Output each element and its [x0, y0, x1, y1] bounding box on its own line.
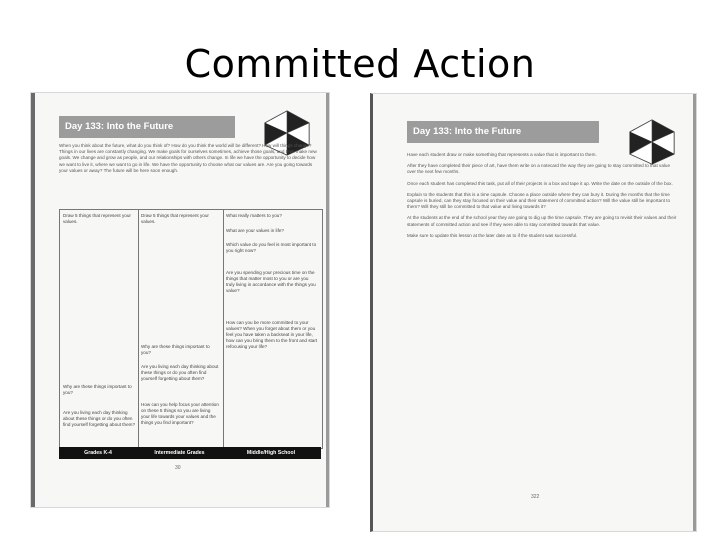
column-question: How can you help focus your attention on these 5 things so you are living your life towards your values and the things you find important?	[141, 402, 219, 425]
column-question: Which value do you feel is most important to you right now?	[226, 242, 317, 253]
column-question: Are you living each day thinking about these things or do you often find yourself forgetting about them?	[63, 410, 136, 427]
column-question: Are you living each day thinking about these things or do you often find yourself forgetting about them?	[141, 364, 219, 381]
page-number: 30	[175, 465, 181, 471]
instruction-paragraph: Explain to the students that this is a time capsule. Choose a place outside where they can bury it. During the months that the time capsule is buried, can they stay focused on their value and their statement of committed action? Will the value still be important to them? Will they still be committed to that value and living towards it?	[407, 191, 671, 210]
page-number: 322	[531, 494, 540, 500]
column-question: What are your values in life?	[226, 228, 284, 233]
instruction-paragraph: At the students at the end of the school year they are going to dig up the time capsule. They are going to revisit their values and their statements of committed action and see if they were able to stay committed towards that value.	[407, 215, 677, 227]
lesson-header: Day 133: Into the Future	[407, 121, 599, 143]
grade-level-footer	[59, 447, 321, 459]
intermediate-column	[138, 210, 224, 448]
middle-high-column	[223, 210, 321, 448]
instruction-paragraph: Make sure to update this lesson at the later date as to if the student was successful.	[407, 232, 578, 238]
worksheet-grid	[59, 209, 323, 449]
column-question: Why are these things important to you?	[63, 384, 132, 395]
lesson-instructions	[407, 152, 677, 244]
scan-edge	[693, 94, 696, 531]
column-prompt: Draw 5 things that represent your values.	[63, 213, 131, 224]
grade-label: Intermediate Grades	[154, 450, 205, 456]
scan-edge	[326, 93, 329, 507]
instruction-paragraph: Once each student has completed this task, put all of their projects in a box and tape it up. Write the date on the outside of the box.	[407, 180, 673, 186]
left-scanned-page	[30, 92, 330, 508]
right-scanned-page	[370, 93, 697, 532]
column-question: What really matters to you?	[226, 213, 282, 218]
grades-k4-column	[60, 210, 139, 448]
slide-title: Committed Action	[184, 42, 536, 86]
intro-paragraph: When you think about the future, what do you think of? How do you think the world will be different? How will things change? Things in our lives are constantly changing. We make goals for ourselves sometimes, achieve those goals, and then make new goals. We change and grow as people, and our relationships with others change. In life we have the opportunity to decide how we want to live it, where we want to go in life. We have the opportunity to choose what our values are. Are you going towards your values or away? The future will be here soon enough.	[59, 143, 317, 173]
scan-edge	[31, 93, 35, 507]
column-prompt: Draw 5 things that represent your values.	[141, 213, 209, 224]
lesson-header: Day 133: Into the Future	[59, 116, 235, 138]
grade-label: Grades K-4	[84, 450, 112, 456]
instruction-paragraph: After they have completed their piece of art, have them write on a notecard the way they are going to stay committed to that value over the next few months.	[407, 163, 671, 175]
column-question: Are you spending your precious time on the things that matter most to you or are you truly living in accordance with the things you value?	[226, 270, 316, 293]
column-question: Why are these things important to you?	[141, 344, 210, 355]
instruction-paragraph: Have each student draw or make something that represents a value that is important to them.	[407, 152, 597, 157]
column-question: How can you be more committed to your values? When you forget about them or you feel you have taken a backseat in your life, how can you bring them to the front and start refocusing your life?	[226, 320, 318, 349]
grade-label: Middle/High School	[246, 450, 296, 456]
